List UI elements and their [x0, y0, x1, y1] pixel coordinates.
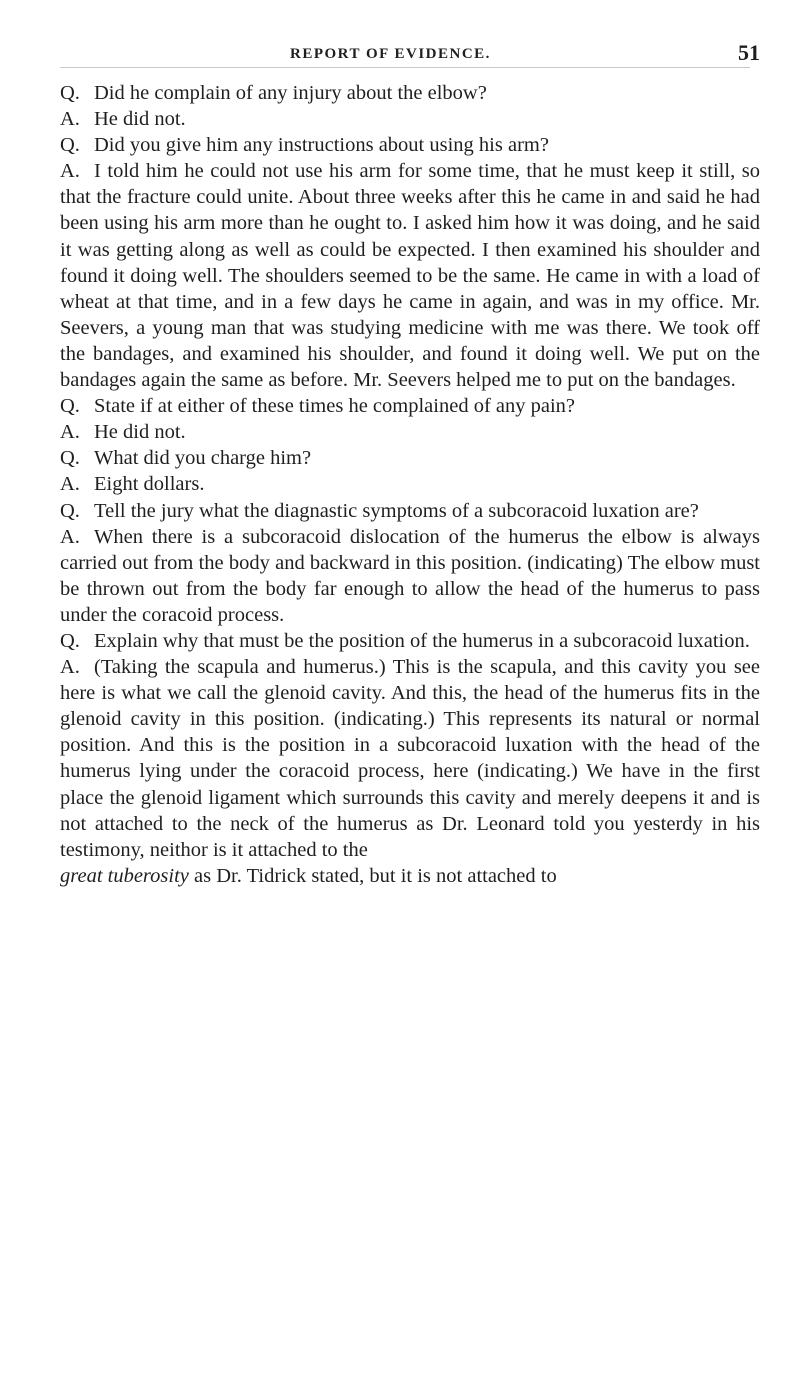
speaker-label: A. [60, 108, 80, 131]
answer-paragraph [60, 419, 760, 445]
answer-paragraph [60, 471, 760, 497]
paragraph-text: Did you give him any instructions about using his arm? [94, 134, 549, 157]
paragraph-text: What did you charge him? [94, 447, 312, 470]
paragraph-text: I told him he could not use his arm for some time, that he must keep it still, so that the fracture could unite. About three weeks after this he came in and said he had been using his arm more than he ought to. I asked him how it was doing, and he said it was getting along as well as could be expected. I then examined his shoulder and found it doing well. The shoulders seemed to be the same. He came in with a load of wheat at that time, and in a few days he came in again, and was in my office. Mr. Seevers, a young man that was studying medicine with me was there. We took off the bandages, and examined his shoulder, and found it doing well. We put on the bandages again the same as before. Mr. Seevers helped me to put on the bandages. [60, 160, 760, 392]
speaker-label: Q. [60, 629, 80, 652]
paragraph-text: When there is a subcoracoid dislocation of the humerus the elbow is always carried out from the body and backward in this position. (indicating) The elbow must be thrown out from the body far enough to allow the head of the humerus to pass under the coracoid process. [60, 525, 760, 626]
speaker-label: A. [60, 525, 80, 548]
paragraph-text: He did not. [94, 421, 186, 444]
paragraph-text: State if at either of these times he complained of any pain? [94, 395, 576, 418]
answer-paragraph [60, 654, 760, 863]
speaker-label: Q. [60, 447, 80, 470]
page-header [0, 40, 801, 70]
paragraph-text: Explain why that must be the position of the humerus in a subcoracoid luxation. [94, 629, 750, 652]
speaker-label: A. [60, 656, 80, 679]
paragraph-text: Did he complain of any injury about the elbow? [94, 82, 487, 104]
paragraph-text: He did not. [94, 108, 186, 131]
continuation-line [60, 863, 760, 889]
answer-paragraph [60, 106, 760, 132]
paragraph-text: Tell the jury what the diagnastic symptoms of a subcoracoid luxation are? [94, 499, 699, 522]
question-paragraph [60, 628, 760, 654]
question-paragraph [60, 80, 760, 106]
speaker-label: Q. [60, 82, 80, 104]
speaker-label: Q. [60, 499, 80, 522]
question-paragraph [60, 498, 760, 524]
paragraph-text: (Taking the scapula and humerus.) This is the scapula, and this cavity you see here is what we call the glenoid cavity. And this, the head of the humerus fits in the glenoid cavity in this position. (indicating.) This represents its natural or normal position. And this is the position in a subcoracoid luxation with the head of the humerus lying under the coracoid process, here (indicating.) We have in the first place the glenoid ligament which surrounds this cavity and merely deepens it and is not attached to the neck of the humerus as Dr. Leonard told you yesterdy in his testimony, neithor is it attached to the [60, 656, 760, 861]
speaker-label: A. [60, 421, 80, 444]
speaker-label: Q. [60, 395, 80, 418]
header-rule [60, 67, 750, 68]
speaker-label: Q. [60, 134, 80, 157]
question-paragraph [60, 445, 760, 471]
running-head: REPORT OF EVIDENCE. [290, 46, 491, 62]
answer-paragraph [60, 524, 760, 628]
paragraph-text: as Dr. Tidrick stated, but it is not attached to [188, 864, 557, 887]
page-number: 51 [738, 40, 760, 65]
answer-paragraph [60, 158, 760, 393]
italic-term: great tuberosity [60, 864, 189, 887]
question-paragraph [60, 132, 760, 158]
speaker-label: A. [60, 473, 80, 496]
paragraph-text: Eight dollars. [94, 473, 205, 496]
speaker-label: A. [60, 160, 80, 183]
testimony-text [60, 80, 760, 889]
question-paragraph [60, 393, 760, 419]
